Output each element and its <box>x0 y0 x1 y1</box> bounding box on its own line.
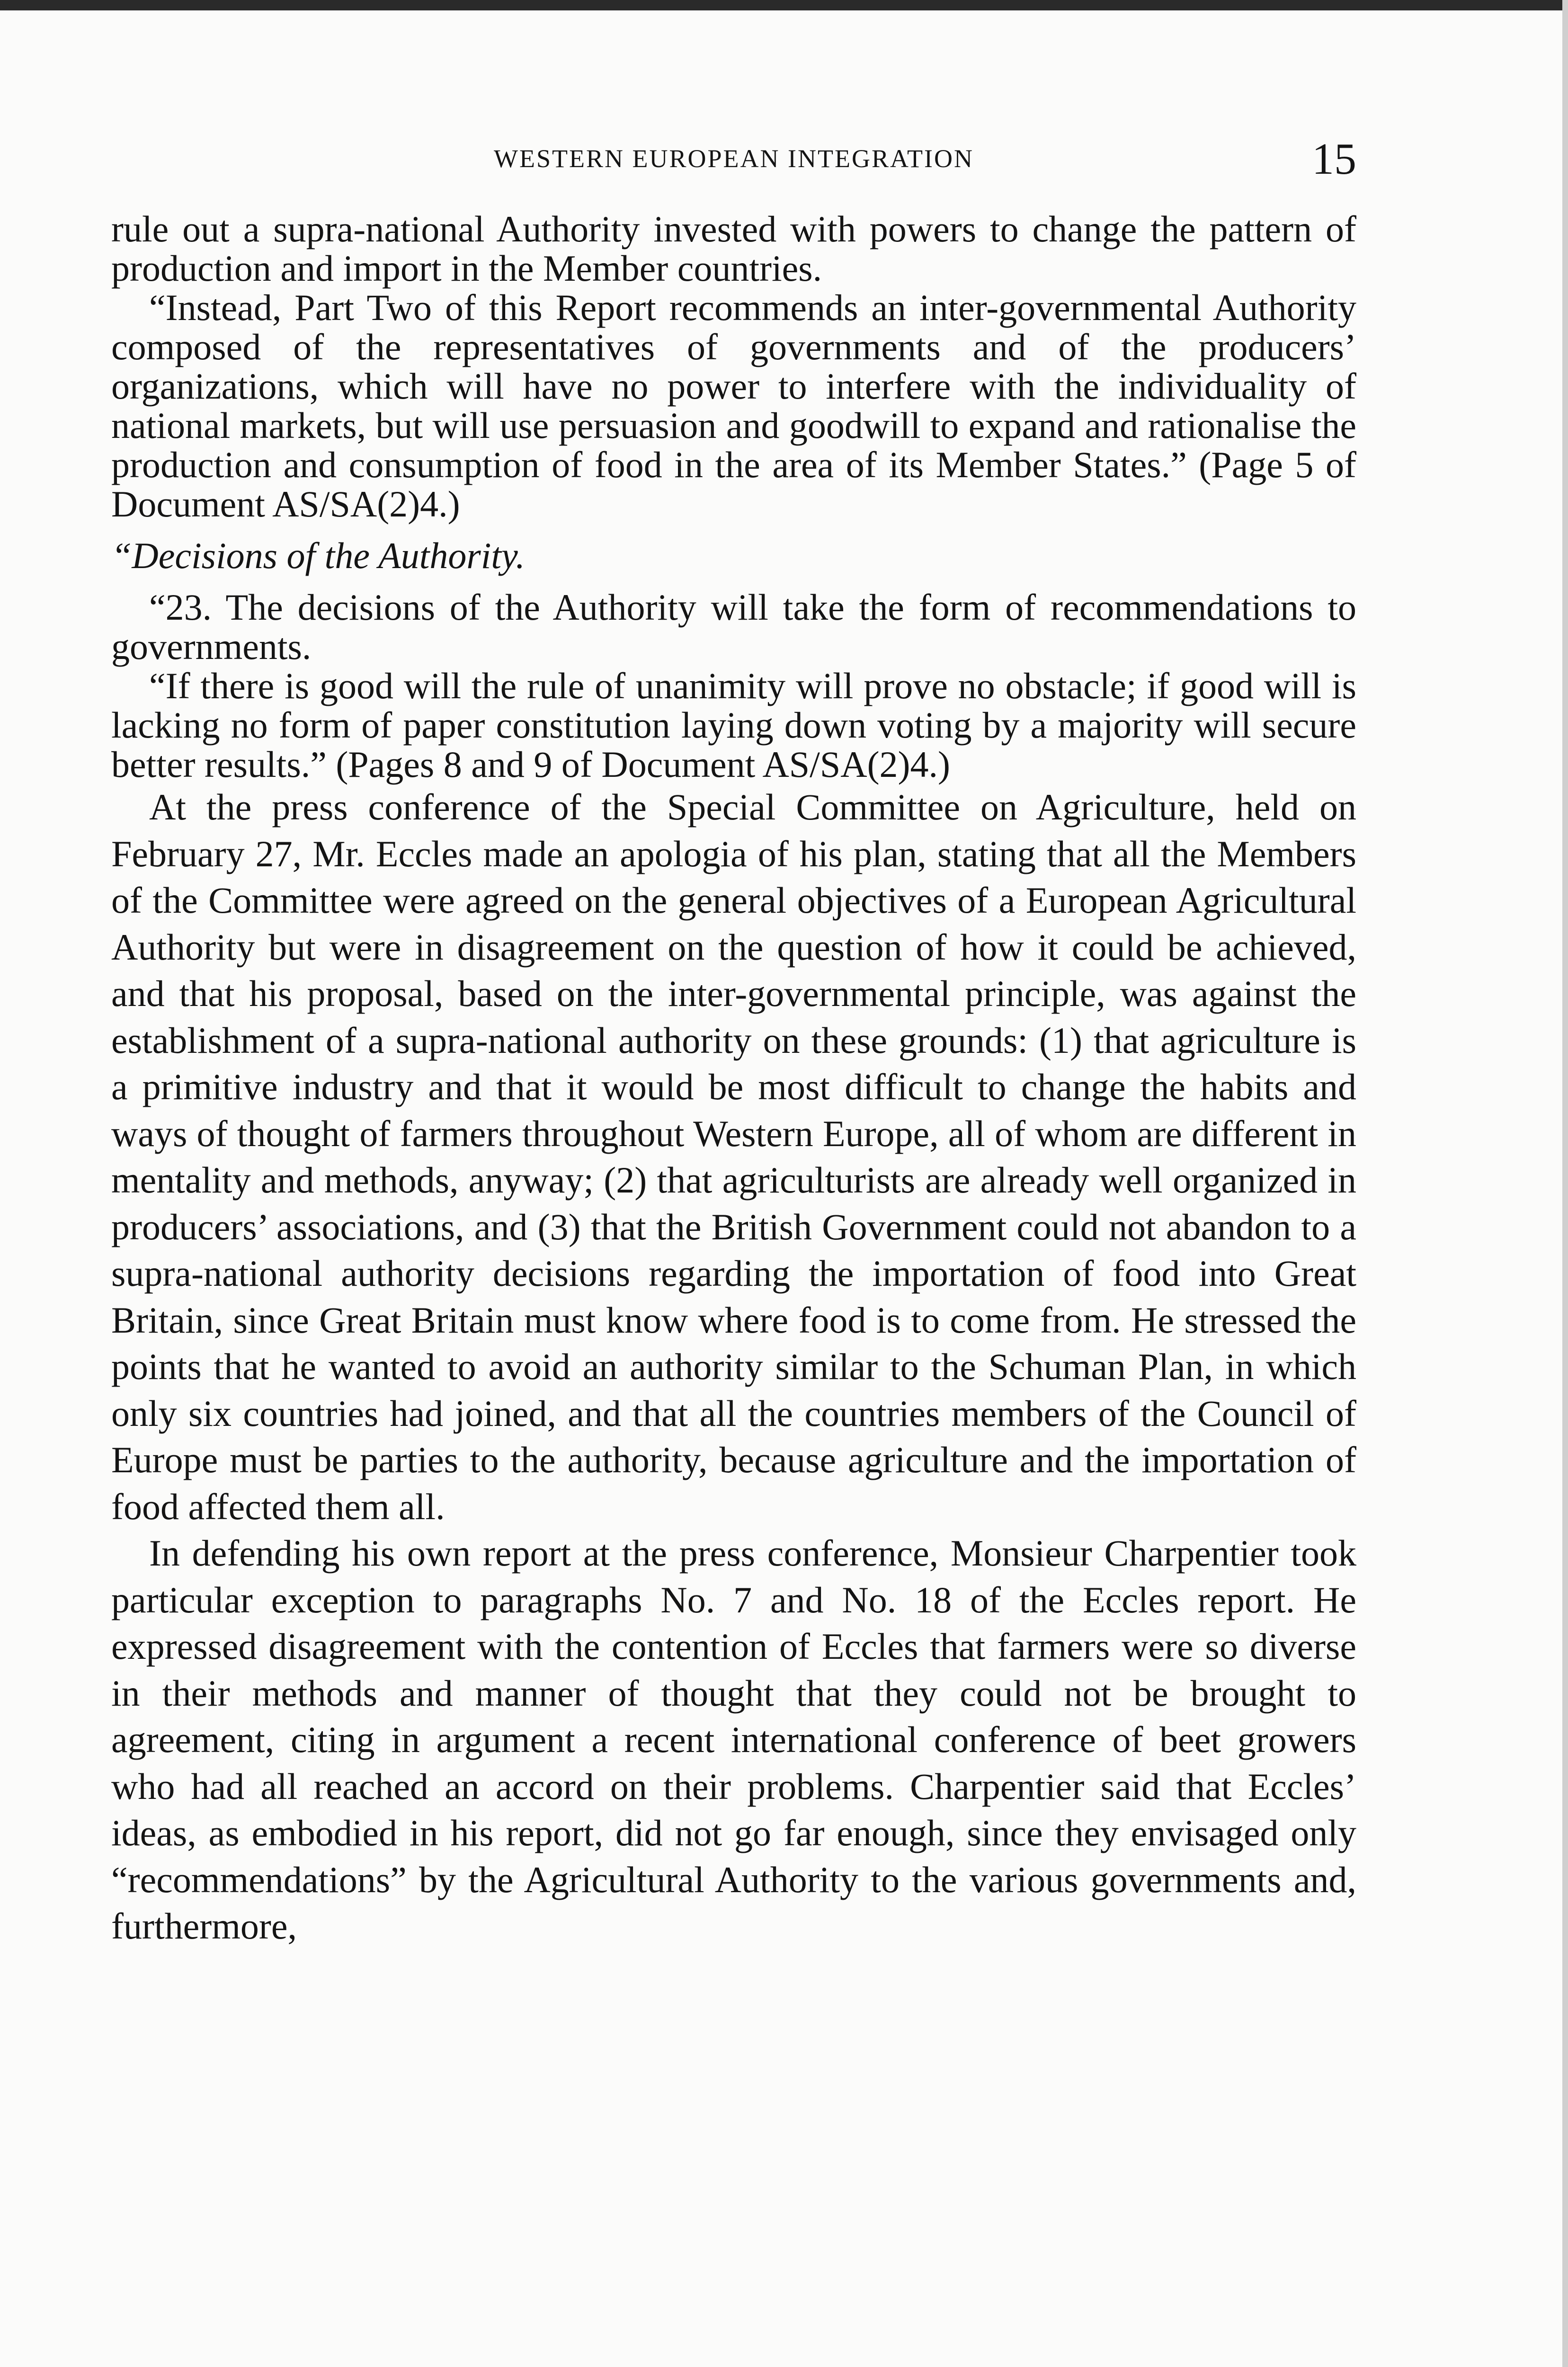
body-paragraph-press-conference: At the press conference of the Special Committee on Agriculture, held on February 27, Mr. Eccles made an apologia of his plan, stating that all the Members of the Committee were agreed on the general objectives of a European Agricultural Authority but were in disagreement on the question of how it could be achieved, and that his proposal, based on the inter-governmental principle, was against the establishment of a supra-national authority on these grounds: (1) that agriculture is a primitive industry and that it would be most difficult to change the habits and ways of thought of farmers throughout Western Europe, all of whom are different in mentality and methods, anyway; (2) that agriculturists are already well organized in producers’ associations, and (3) that the British Government could not abandon to a supra-national authority decisions regarding the importation of food into Great Britain, since Great Britain must know where food is to come from. He stressed the points that he wanted to avoid an authority similar to the Schuman Plan, in which only six countries had joined, and that all the countries members of the Council of Europe must be parties to the authority, because agriculture and the importation of food affected them all. <box>111 786 1356 1527</box>
quote-continuation: rule out a supra-national Authority invested with powers to change the pattern of production and import in the Member countries. <box>111 208 1356 289</box>
scan-top-border <box>0 0 1568 10</box>
quote-paragraph-23: “23. The decisions of the Authority will take the form of recommendations to governments. <box>111 587 1356 667</box>
quote-paragraph-good-will: “If there is good will the rule of unanimity will prove no obstacle; if good will is lacking no form of paper constitution laying down voting by a majority will secure better results.” (Pages 8 and 9 of Document AS/SA(2)4.) <box>111 665 1356 785</box>
running-head <box>111 134 1356 185</box>
running-title: WESTERN EUROPEAN INTEGRATION <box>494 144 974 173</box>
body-paragraph-charpentier: In defending his own report at the press conference, Monsieur Charpentier took particular exception to paragraphs No. 7 and No. 18 of the Eccles report. He expressed disagreement with the contention of Eccles that farmers were so diverse in their methods and manner of thought that they could not be brought to agreement, citing in argument a recent international conference of beet growers who had all reached an accord on their problems. Charpentier said that Eccles’ ideas, as embodied in his report, did not go far enough, since they envisaged only “recommendations” by the Agricultural Authority to the various governments and, furthermore, <box>111 1532 1356 1947</box>
quote-subheading-decisions: “Decisions of the Authority. <box>111 535 525 576</box>
body-text <box>111 209 1356 1950</box>
scan-right-edge <box>1562 0 1568 2367</box>
page-number: 15 <box>1312 134 1356 184</box>
quote-paragraph-instead: “Instead, Part Two of this Report recommends an inter-governmental Authority composed of the representatives of governments and of the producers’ organizations, which will have no power to interfere with the individuality of national markets, but will use persuasion and goodwill to expand and rationalise the production and consumption of food in the area of its Member States.” (Page 5 of Document AS/SA(2)4.) <box>111 287 1356 525</box>
